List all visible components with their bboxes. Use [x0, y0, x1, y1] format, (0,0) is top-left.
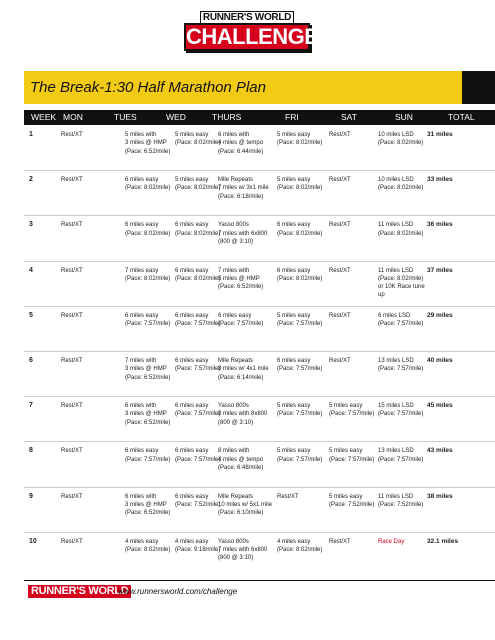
cell-total: 37 miles	[427, 266, 453, 274]
cell-week: 2	[29, 176, 33, 184]
cell-week: 6	[29, 357, 33, 364]
cell-total: 43 miles	[427, 447, 453, 455]
table-row	[24, 533, 495, 577]
cell-total: 33 miles	[427, 176, 453, 184]
cell-fri: 5 miles easy (Pace: 8:02/mile)	[277, 177, 323, 192]
cell-thurs: 6 miles with 4 miles @ tempo (Pace: 6:44/mile)	[218, 132, 264, 155]
cell-sat: 5 miles easy (Pace: 7:57/mile)	[329, 448, 375, 463]
cell-mon: Rest/XT	[61, 312, 83, 319]
header-total: TOTAL	[448, 112, 475, 122]
cell-sat: 5 miles easy (Pace: 7:57/mile)	[329, 403, 375, 418]
header-sun: SUN	[395, 112, 413, 122]
table-row	[24, 352, 495, 397]
cell-sun: 15 miles LSD (Pace: 7:57/mile)	[378, 403, 424, 418]
cell-mon: Rest/XT	[61, 358, 83, 364]
cell-mon: Rest/XT	[61, 132, 83, 138]
footer-url[interactable]: www.runnersworld.com/challenge	[118, 587, 238, 596]
cell-week: 9	[29, 492, 33, 500]
cell-tues: 6 miles easy (Pace: 8:02/mile)	[125, 222, 171, 237]
cell-fri: 6 miles easy (Pace: 8:02/mile)	[277, 222, 323, 237]
cell-thurs: 6 miles easy (Pace: 7:57/mile)	[218, 312, 264, 328]
cell-total: 38 miles	[427, 492, 453, 500]
table-row	[24, 442, 495, 487]
cell-wed: 6 miles easy (Pace: 8:02/mile)	[175, 222, 221, 237]
footer-divider	[24, 580, 495, 581]
logo-top-text: RUNNER'S WORLD	[200, 11, 294, 23]
cell-tues: 6 miles easy (Pace: 8:02/mile)	[125, 177, 171, 192]
cell-tues: 7 miles with 3 miles @ HMP (Pace: 6:52/mile)	[125, 358, 171, 381]
cell-sat: Rest/XT	[329, 312, 351, 319]
cell-wed: 6 miles easy (Pace: 7:57/mile)	[175, 448, 221, 463]
cell-thurs: Yasso 800s 8 miles with 8x800 (800 @ 3:10)	[218, 403, 268, 426]
cell-wed: 5 miles easy (Pace: 8:02/mile)	[175, 177, 221, 192]
cell-sat: 5 miles easy (Pace: 7:52/mile)	[329, 493, 375, 508]
cell-sun: 10 miles LSD (Pace: 8:02/mile)	[378, 132, 424, 147]
cell-wed: 5 miles easy (Pace: 8:02/mile)	[175, 132, 221, 147]
title-banner	[24, 71, 462, 104]
cell-total: 29 miles	[427, 311, 453, 319]
cell-sat: Rest/XT	[329, 538, 351, 545]
cell-tues: 4 miles easy (Pace: 8:02/mile)	[125, 538, 171, 554]
cell-mon: Rest/XT	[61, 222, 83, 229]
cell-sun: 11 miles LSD (Pace: 8:02/mile)	[378, 222, 424, 237]
header-thurs: THURS	[212, 112, 242, 122]
cell-thurs: Yasso 800s 7 miles with 6x800 (800 @ 3:10)	[218, 222, 268, 245]
header-mon: MON	[63, 112, 83, 122]
cell-fri: 5 miles easy (Pace: 7:57/mile)	[277, 312, 323, 328]
cell-week: 1	[29, 131, 33, 138]
cell-week: 10	[29, 537, 37, 545]
cell-wed: 6 miles easy (Pace: 7:52/mile)	[175, 493, 221, 508]
table-header	[24, 110, 495, 125]
cell-tues: 6 miles with 3 miles @ HMP (Pace: 6:52/mile)	[125, 493, 171, 517]
cell-sun: 10 miles LSD (Pace: 8:02/mile)	[378, 177, 424, 192]
header-sat: SAT	[341, 112, 357, 122]
cell-mon: Rest/XT	[61, 267, 83, 274]
plan-title: The Break-1:30 Half Marathon Plan	[30, 79, 266, 96]
cell-week: 3	[29, 221, 33, 229]
cell-week: 8	[29, 447, 33, 455]
table-row	[24, 126, 495, 171]
cell-tues: 6 miles easy (Pace: 7:57/mile)	[125, 312, 171, 328]
cell-total: 45 miles	[427, 402, 453, 410]
cell-wed: 6 miles easy (Pace: 7:57/mile)	[175, 403, 221, 418]
cell-thurs: 8 miles with 4 miles @ tempo (Pace: 6:48/mile)	[218, 448, 264, 471]
table-row	[24, 216, 495, 261]
table-row	[24, 488, 495, 533]
cell-sat: Rest/XT	[329, 358, 351, 364]
header-tues: TUES	[114, 112, 137, 122]
cell-mon: Rest/XT	[61, 403, 83, 410]
cell-fri: 5 miles easy (Pace: 8:02/mile)	[277, 132, 323, 147]
cell-week: 4	[29, 266, 33, 274]
cell-fri: 5 miles easy (Pace: 7:57/mile)	[277, 448, 323, 463]
header-week: WEEK	[31, 112, 57, 122]
cell-fri: 6 miles easy (Pace: 8:02/mile)	[277, 267, 323, 282]
cell-thurs: 7 miles with 5 miles @ HMP (Pace: 6:52/mile)	[218, 267, 264, 291]
cell-sun: 11 miles LSD (Pace: 7:52/mile)	[378, 493, 424, 508]
cell-sun: 11 miles LSD (Pace: 8:02/mile) or 10K Race tune up	[378, 267, 425, 299]
cell-wed: 6 miles easy (Pace: 7:57/mile)	[175, 358, 221, 373]
cell-wed: 6 miles easy (Pace: 8:02/mile)	[175, 267, 221, 282]
cell-fri: 5 miles easy (Pace: 7:57/mile)	[277, 403, 323, 418]
cell-total: 36 miles	[427, 221, 453, 229]
cell-mon: Rest/XT	[61, 493, 83, 500]
cell-sat: Rest/XT	[329, 177, 351, 184]
cell-week: 7	[29, 402, 33, 410]
cell-sun: 13 miles LSD (Pace: 7:57/mile)	[378, 358, 424, 373]
cell-thurs: Yasso 800s 7 miles with 6x800 (800 @ 3:10)	[218, 538, 268, 562]
cell-wed: 6 miles easy (Pace: 7:57/mile)	[175, 312, 221, 328]
cell-sat: Rest/XT	[329, 132, 351, 138]
cell-tues: 7 miles easy (Pace: 8:02/mile)	[125, 267, 171, 282]
footer-logo: RUNNER'S WORLD	[28, 585, 131, 598]
table-row	[24, 171, 495, 216]
cell-thurs: Mile Repeats 10 miles w/ 5x1 mile (Pace: 6:10/mile)	[218, 493, 273, 517]
cell-sun: 6 miles LSD (Pace: 7:57/mile)	[378, 312, 424, 328]
cell-week: 5	[29, 311, 33, 319]
cell-mon: Rest/XT	[61, 177, 83, 184]
challenge-logo	[184, 11, 319, 51]
table-row	[24, 307, 495, 352]
cell-tues: 6 miles easy (Pace: 7:57/mile)	[125, 448, 171, 463]
cell-mon: Rest/XT	[61, 448, 83, 455]
logo-main-text: CHALLENGE	[186, 24, 319, 49]
cell-tues: 6 miles with 3 miles @ HMP (Pace: 6:52/mile)	[125, 403, 171, 426]
header-fri: FRI	[285, 112, 299, 122]
cell-thurs: Mile Repeats 7 miles w/ 3x1 mile (Pace: 6:18/mile)	[218, 177, 269, 200]
cell-wed: 4 miles easy (Pace: 9:18/mile)	[175, 538, 221, 554]
cell-total: 32.1 miles	[427, 537, 459, 545]
cell-mon: Rest/XT	[61, 538, 83, 545]
table-row	[24, 262, 495, 307]
cell-sun: 13 miles LSD (Pace: 7:57/mile)	[378, 448, 424, 463]
cell-fri: 4 miles easy (Pace: 8:02/mile)	[277, 538, 323, 554]
cell-sat: Rest/XT	[329, 267, 351, 274]
cell-fri: 6 miles easy (Pace: 7:57/mile)	[277, 358, 323, 373]
header-wed: WED	[166, 112, 186, 122]
cell-fri: Rest/XT	[277, 493, 299, 500]
table-row	[24, 397, 495, 442]
cell-total: 31 miles	[427, 131, 453, 138]
cell-sat: Rest/XT	[329, 222, 351, 229]
banner-accent	[462, 71, 495, 104]
cell-sun: Race Day	[378, 538, 405, 545]
cell-thurs: Mile Repeats 8 miles w/ 4x1 mile (Pace: 6:14/mile)	[218, 358, 269, 381]
cell-total: 40 miles	[427, 357, 453, 364]
cell-tues: 5 miles with 3 miles @ HMP (Pace: 6:52/mile)	[125, 132, 171, 155]
